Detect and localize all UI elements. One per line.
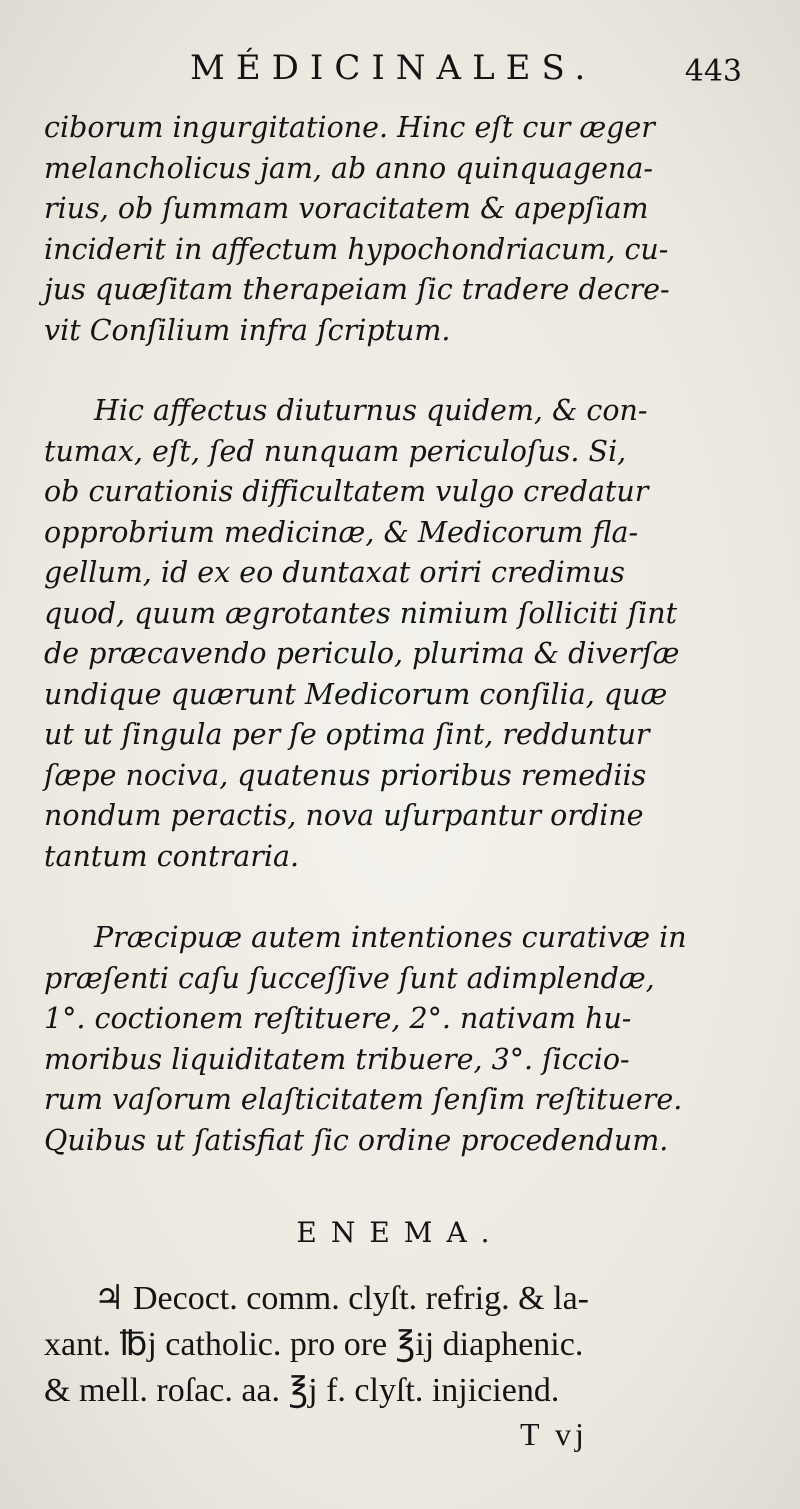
text-line: quod, quum ægrotantes nimium ſolliciti ſint: [44, 596, 678, 630]
text-line: Præcipuæ autem intentiones curativæ in: [94, 921, 687, 954]
text-line: moribus liquiditatem tribuere, 3°. ſiccio-: [44, 1042, 630, 1076]
text-line: opprobrium medicinæ, & Medicorum fla-: [44, 515, 639, 549]
recipe-line: ♃ Decoct. comm. clyſt. refrig. & la-: [94, 1280, 589, 1317]
text-line: rum vaſorum elaſticitatem ſenſim reſtituere.: [44, 1083, 683, 1116]
text-line: jus quæſitam therapeiam ſic tradere decre-: [44, 273, 670, 306]
text-line: 1°. coctionem reſtituere, 2°. nativam hu-: [44, 1002, 632, 1035]
text-line: præſenti caſu ſucceſſive ſunt adimplendæ,: [44, 961, 655, 995]
paragraph-1: [44, 108, 752, 351]
text-line: Hic affectus diuturnus quidem, & con-: [94, 394, 648, 427]
paragraph-3: [44, 918, 752, 1161]
signature-mark: T vj: [520, 1416, 588, 1452]
paragraph-2: [44, 391, 752, 877]
text-line: gellum, id ex eo duntaxat oriri credimus: [44, 556, 625, 589]
text-line: de præcavendo periculo, plurima & diverſæ: [44, 637, 680, 670]
text-line: Quibus ut ſatisfiat ſic ordine procedendum.: [44, 1123, 669, 1157]
recipe-block: [44, 1276, 752, 1414]
text-line: rius, ob ſummam voracitatem & apepſiam: [44, 192, 649, 225]
text-line: inciderit in affectum hypochondriacum, cu-: [44, 232, 669, 266]
text-line: nondum peractis, nova uſurpantur ordine: [44, 799, 644, 832]
text-line: ut ut ſingula per ſe optima ſint, redduntur: [44, 718, 650, 751]
text-line: ſæpe nociva, quatenus prioribus remediis: [44, 758, 647, 792]
text-line: ob curationis difficultatem vulgo credatur: [44, 475, 649, 508]
text-line: tumax, eſt, ſed nunquam periculoſus. Si,: [44, 434, 627, 468]
page-number: 443: [684, 54, 742, 89]
text-line: ciborum ingurgitatione. Hinc eſt cur æger: [44, 111, 655, 144]
running-head: MÉDICINALES.: [190, 48, 597, 88]
recipe-line: xant. ℔j catholic. pro ore ℥ij diaphenic.: [44, 1326, 584, 1363]
text-line: tantum contraria.: [44, 839, 300, 873]
page-header: [0, 48, 800, 108]
text-line: melancholicus jam, ab anno quinquagena-: [44, 151, 653, 185]
section-heading: ENEMA.: [296, 1216, 504, 1249]
recipe-line: & mell. roſac. aa. ℥j f. clyſt. injiciend.: [44, 1372, 560, 1409]
text-line: vit Conſilium infra ſcriptum.: [44, 313, 451, 347]
text-line: undique quærunt Medicorum conſilia, quæ: [44, 677, 668, 711]
